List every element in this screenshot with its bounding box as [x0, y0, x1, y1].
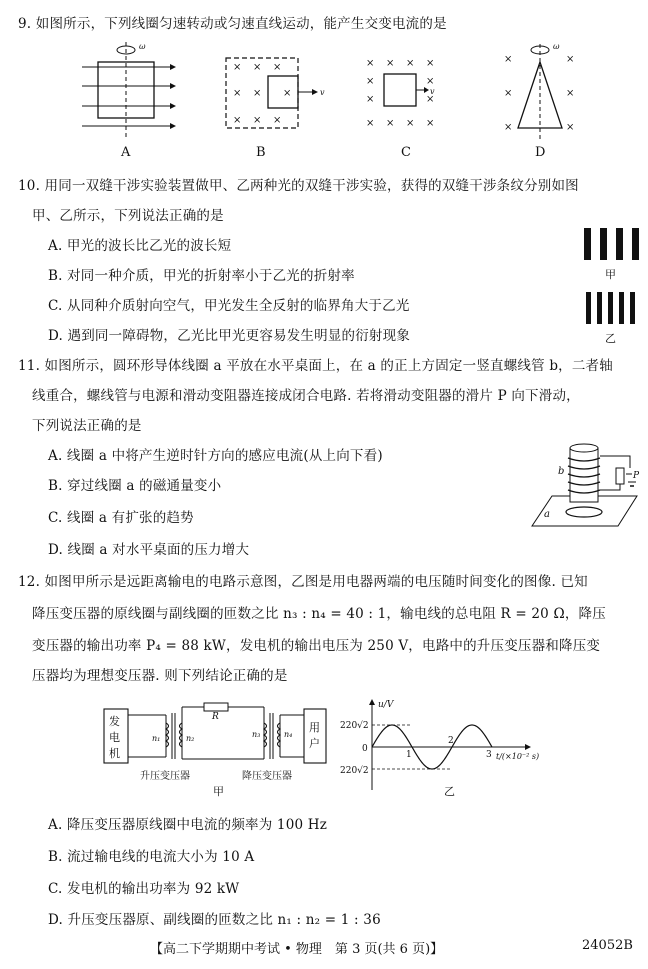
svg-text:×: × — [504, 122, 513, 133]
svg-text:×: × — [253, 88, 262, 99]
q10-fringe-jia — [584, 228, 639, 260]
q9-figure-d — [504, 42, 574, 142]
q12-stem-line4: 压器均为理想变压器. 则下列结论正确的是 — [32, 668, 288, 684]
svg-text:v: v — [320, 88, 325, 97]
svg-text:电: 电 — [109, 731, 120, 744]
svg-text:降压变压器: 降压变压器 — [242, 771, 292, 782]
paper-code: 24052B — [582, 938, 633, 953]
svg-text:×: × — [426, 118, 435, 129]
svg-text:n₁: n₁ — [152, 734, 161, 743]
svg-text:×: × — [233, 88, 242, 99]
svg-text:×: × — [406, 118, 415, 129]
q12-option-a: A. 降压变压器原线圈中电流的频率为 100 Hz — [48, 817, 328, 833]
q9-figure-c — [366, 58, 435, 129]
svg-text:×: × — [426, 76, 435, 87]
svg-text:发: 发 — [109, 715, 120, 728]
svg-text:×: × — [366, 94, 375, 105]
svg-text:ω: ω — [139, 42, 146, 51]
svg-text:升压变压器: 升压变压器 — [140, 771, 190, 782]
svg-text:t/(×10⁻² s): t/(×10⁻² s) — [496, 752, 540, 761]
q10-stem-line1: 10. 用同一双缝干涉实验装置做甲、乙两种光的双缝干涉实验，获得的双缝干涉条纹分别如图 — [18, 178, 579, 194]
q10-label-jia: 甲 — [605, 268, 616, 281]
svg-text:220√2: 220√2 — [340, 721, 369, 731]
svg-text:a: a — [544, 509, 550, 520]
svg-text:甲: 甲 — [213, 785, 224, 798]
page-footer: 【高二下学期期中考试 • 物理 第 3 页(共 6 页)】 — [150, 942, 444, 957]
q12-option-b: B. 流过输电线的电流大小为 10 A — [48, 849, 255, 865]
q10-option-d: D. 遇到同一障碍物，乙光比甲光更容易发生明显的衍射现象 — [48, 328, 411, 344]
svg-text:v: v — [430, 87, 435, 96]
q9-figures — [0, 0, 648, 160]
q11-option-c: C. 线圈 a 有扩张的趋势 — [48, 510, 194, 526]
svg-text:×: × — [566, 122, 575, 133]
q9-label-c: C — [401, 145, 411, 160]
svg-text:2: 2 — [448, 736, 454, 746]
svg-text:b: b — [558, 466, 565, 477]
svg-text:×: × — [273, 115, 282, 126]
svg-text:×: × — [283, 88, 292, 99]
q9-label-a: A — [121, 145, 131, 160]
svg-text:R: R — [212, 712, 219, 722]
svg-text:×: × — [566, 54, 575, 65]
svg-text:乙: 乙 — [444, 785, 455, 798]
q9-figure-a — [82, 42, 176, 140]
q12-circuit-figure — [100, 695, 340, 798]
svg-text:×: × — [504, 88, 513, 99]
svg-text:n₂: n₂ — [186, 734, 195, 743]
svg-text:0: 0 — [362, 744, 368, 754]
svg-text:×: × — [366, 76, 375, 87]
q11-stem-line1: 11. 如图所示，圆环形导体线圈 a 平放在水平桌面上，在 a 的正上方固定一竖直螺线管 b，二者轴 — [18, 358, 613, 374]
q9-stem: 9. 如图所示，下列线圈匀速转动或匀速直线运动，能产生交变电流的是 — [18, 16, 447, 32]
q10-option-b: B. 对同一种介质，甲光的折射率小于乙光的折射率 — [48, 268, 355, 284]
q12-voltage-graph — [340, 695, 570, 798]
svg-text:×: × — [386, 58, 395, 69]
svg-text:×: × — [366, 118, 375, 129]
q9-label-d: D — [535, 145, 546, 160]
svg-text:3: 3 — [486, 750, 492, 760]
svg-text:×: × — [253, 62, 262, 73]
q9-figure-b — [226, 58, 325, 128]
svg-text:×: × — [273, 62, 282, 73]
q11-option-a: A. 线圈 a 中将产生逆时针方向的感应电流(从上向下看) — [48, 448, 383, 464]
svg-text:×: × — [566, 88, 575, 99]
q12-stem-line3: 变压器的输出功率 P₄ = 88 kW，发电机的输出电压为 250 V，电路中的升压变压器和降压变 — [32, 638, 601, 654]
svg-text:ω: ω — [553, 42, 560, 51]
q11-option-b: B. 穿过线圈 a 的磁通量变小 — [48, 478, 222, 494]
svg-text:n₄: n₄ — [284, 730, 293, 739]
q12-stem-line1: 12. 如图甲所示是远距离输电的电路示意图，乙图是用电器两端的电压随时间变化的图像. 已知 — [18, 574, 588, 590]
svg-text:机: 机 — [109, 747, 120, 760]
svg-text:×: × — [504, 54, 513, 65]
svg-text:×: × — [366, 58, 375, 69]
q10-stem-line2: 甲、乙所示，下列说法正确的是 — [32, 208, 224, 224]
q10-option-c: C. 从同种介质射向空气，甲光发生全反射的临界角大于乙光 — [48, 298, 410, 314]
q10-fringe-figures — [582, 228, 642, 348]
svg-text:×: × — [253, 115, 262, 126]
svg-text:用: 用 — [309, 721, 320, 734]
q10-label-yi: 乙 — [605, 332, 616, 345]
q9-label-b: B — [256, 145, 266, 160]
svg-text:1: 1 — [406, 750, 412, 760]
q10-fringe-yi — [586, 292, 635, 324]
svg-text:×: × — [426, 58, 435, 69]
q11-solenoid-figure — [522, 438, 642, 528]
q12-stem-line2: 降压变压器的原线圈与副线圈的匝数之比 n₃ : n₄ = 40 : 1，输电线的总电阻 R = 20 Ω，降压 — [32, 606, 606, 622]
q12-option-d: D. 升压变压器原、副线圈的匝数之比 n₁ : n₂ = 1 : 36 — [48, 912, 381, 928]
svg-text:220√2: 220√2 — [340, 766, 369, 776]
svg-text:u/V: u/V — [378, 700, 394, 710]
svg-text:×: × — [406, 58, 415, 69]
q11-option-d: D. 线圈 a 对水平桌面的压力增大 — [48, 542, 250, 558]
svg-text:×: × — [233, 115, 242, 126]
svg-text:×: × — [386, 118, 395, 129]
svg-text:n₃: n₃ — [252, 730, 261, 739]
svg-text:P: P — [633, 471, 640, 481]
q10-option-a: A. 甲光的波长比乙光的波长短 — [48, 238, 232, 254]
svg-text:×: × — [233, 62, 242, 73]
q11-stem-line2: 线重合，螺线管与电源和滑动变阻器连接成闭合电路. 若将滑动变阻器的滑片 P 向下滑动， — [32, 388, 580, 404]
svg-text:户: 户 — [309, 737, 320, 750]
svg-text:×: × — [426, 94, 435, 105]
q12-option-c: C. 发电机的输出功率为 92 kW — [48, 881, 240, 897]
q11-stem-line3: 下列说法正确的是 — [32, 418, 142, 434]
